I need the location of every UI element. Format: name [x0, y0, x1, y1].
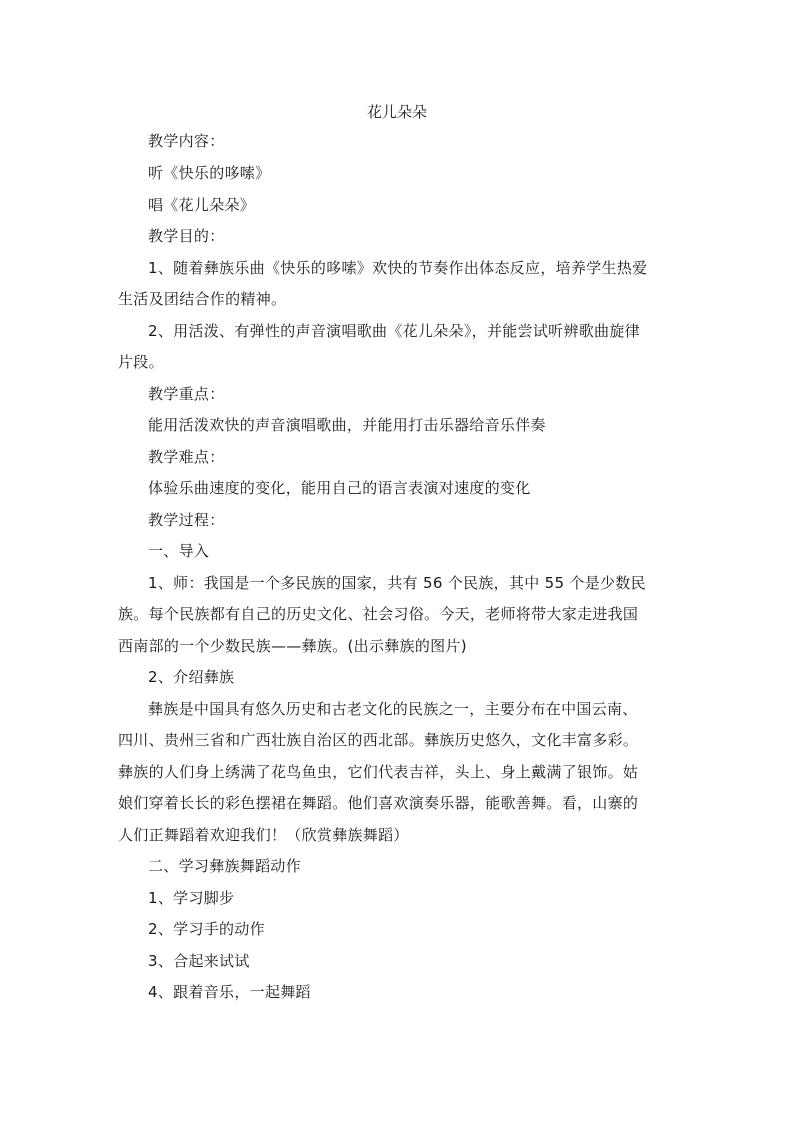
paragraph-line: 2、用活泼、有弹性的声音演唱歌曲《花儿朵朵》，并能尝试听辨歌曲旋律: [148, 322, 640, 340]
paragraph-line: 2、学习手的动作: [148, 920, 265, 938]
paragraph-line: 教学目的：: [148, 227, 225, 245]
paragraph-line: 1、师：我国是一个多民族的国家，共有 56 个民族，其中 55 个是少数民: [148, 574, 646, 592]
paragraph-line: 1、学习脚步: [148, 889, 235, 907]
paragraph-line: 彝族是中国具有悠久历史和古老文化的民族之一，主要分布在中国云南、: [148, 700, 638, 718]
paragraph-line: 教学难点：: [148, 448, 225, 466]
paragraph-line: 1、随着彝族乐曲《快乐的哆嗦》欢快的节奏作出体态反应，培养学生热爱: [148, 259, 648, 277]
paragraph-line: 族。每个民族都有自己的历史文化、社会习俗。今天，老师将带大家走进我国: [118, 605, 639, 623]
document-title: 花儿朵朵: [366, 103, 427, 121]
paragraph-line: 二、学习彝族舞蹈动作: [148, 857, 302, 875]
paragraph-line: 教学过程：: [148, 511, 225, 529]
paragraph-line: 2、介绍彝族: [148, 668, 235, 686]
paragraph-line: 彝族的人们身上绣满了花鸟鱼虫，它们代表吉祥，头上、身上戴满了银饰。姑: [118, 763, 639, 781]
paragraph-line: 西南部的一个少数民族——彝族。(出示彝族的图片): [118, 637, 467, 655]
paragraph-line: 体验乐曲速度的变化，能用自己的语言表演对速度的变化: [148, 479, 531, 497]
paragraph-line: 听《快乐的哆嗦》: [148, 164, 271, 182]
paragraph-line: 四川、贵州三省和广西壮族自治区的西北部。彝族历史悠久，文化丰富多彩。: [118, 731, 639, 749]
paragraph-line: 教学重点：: [148, 385, 225, 403]
paragraph-line: 人们正舞蹈着欢迎我们！（欣赏彝族舞蹈）: [118, 826, 409, 844]
paragraph-line: 片段。: [118, 353, 164, 371]
paragraph-line: 生活及团结合作的精神。: [118, 290, 287, 308]
paragraph-line: 教学内容：: [148, 132, 225, 150]
paragraph-line: 3、合起来试试: [148, 952, 250, 970]
paragraph-line: 能用活泼欢快的声音演唱歌曲，并能用打击乐器给音乐伴奏: [148, 416, 546, 434]
paragraph-line: 一、导入: [148, 542, 210, 560]
paragraph-line: 4、跟着音乐，一起舞蹈: [148, 983, 311, 1001]
paragraph-line: 娘们穿着长长的彩色摆裙在舞蹈。他们喜欢演奏乐器，能歌善舞。看，山寨的: [118, 794, 639, 812]
paragraph-line: 唱《花儿朵朵》: [148, 196, 256, 214]
